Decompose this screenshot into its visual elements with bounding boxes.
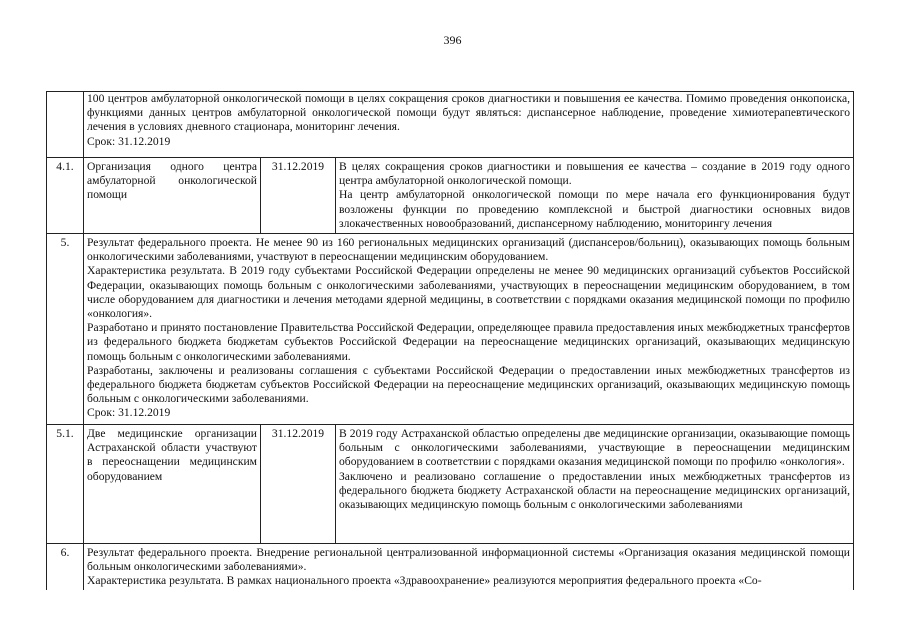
table-row [46, 234, 854, 425]
table-row [46, 425, 854, 544]
paragraph: На центр амбулаторной онкологической помощи по мере начала его функционирования будут возложены функции по проведению комплексной и быстрой диагностики основных видов злокачественных новообразований, диспансерному наблюдению, мониторингу лечения [339, 188, 850, 230]
paragraph: В 2019 году Астраханской областью определены две медицинские организации, оказывающие помощь больным с онкологическими заболеваниями, участвующие в переоснащении медицинским оборудованием в соответствии с порядками оказания медицинской помощи по профилю «онкология». [339, 427, 850, 469]
table-row [46, 92, 854, 158]
row-number [47, 92, 84, 157]
task-deadline: 31.12.2019 [261, 425, 336, 543]
task-deadline: 31.12.2019 [261, 158, 336, 233]
task-name: Организация одного центра амбулаторной онкологической помощи [84, 158, 261, 233]
page-number: 396 [443, 33, 462, 47]
task-name: Две медицинские организации Астраханской области участвуют в переоснащении медицинским оборудованием [84, 425, 261, 543]
paragraph: Результат федерального проекта. Не менее 90 из 160 региональных медицинских организаций (диспансеров/больниц), оказывающих помощь больным онкологическими заболеваниями, участвуют в переоснащении медицинским оборудованием. [87, 236, 850, 264]
paragraph: Срок: 31.12.2019 [87, 134, 171, 148]
paragraph: Разработаны, заключены и реализованы соглашения с субъектами Российской Федерации о предоставлении иных межбюджетных трансфертов из федерального бюджета бюджетам субъектов Российской Федерации на переоснащение медицинских организаций, оказывающих медицинскую помощь больным с онкологическими заболеваниями. [87, 363, 850, 406]
row-number: 5. [47, 234, 84, 424]
paragraph: 100 центров амбулаторной онкологической помощи в целях сокращения сроков диагностики и повышения ее качества. Помимо проведения онкопоиска, функциями данных центров амбулаторной онкологической помощи будут являться: диспансерное наблюдение, проведение химиотерапевтического лечения в условиях дневного стационара, мониторинг лечения. [87, 92, 850, 134]
row-text [84, 92, 853, 157]
table-row [46, 158, 854, 234]
row-number: 5.1. [47, 425, 84, 543]
task-description [336, 425, 853, 543]
paragraph: Результат федерального проекта. Внедрение региональной централизованной информационной системы «Организация оказания медицинской помощи больным онкологическими заболеваниями». [87, 546, 850, 574]
row-number: 6. [47, 544, 84, 590]
paragraph: В целях сокращения сроков диагностики и повышения ее качества – создание в 2019 году одного центра амбулаторной онкологической помощи. [339, 160, 850, 188]
row-number: 4.1. [47, 158, 84, 233]
paragraph: Срок: 31.12.2019 [87, 406, 171, 420]
row-text [84, 544, 853, 590]
paragraph: Характеристика результата. В рамках национального проекта «Здравоохранение» реализуются мероприятия федерального проекта «Со- [87, 574, 762, 588]
paragraph: Разработано и принято постановление Правительства Российской Федерации, определяющее правила предоставления иных межбюджетных трансфертов из федерального бюджета бюджетам субъектов Российской Федерации на переоснащение медицинских организаций, оказывающих медицинскую помощь больным с онкологическими заболеваниями. [87, 321, 850, 363]
task-description [336, 158, 853, 233]
table-row [46, 544, 854, 590]
plan-table [46, 91, 854, 590]
paragraph: Заключено и реализовано соглашение о предоставлении иных межбюджетных трансфертов из федерального бюджета бюджету Астраханской области на переоснащение медицинских организаций, оказывающих медицинскую помощь больным с онкологическими заболеваниями [339, 469, 850, 512]
row-text [84, 234, 853, 424]
paragraph: Характеристика результата. В 2019 году субъектами Российской Федерации определены не менее 90 медицинских организаций субъектов Российской Федерации, оказывающих помощь больным с онкологическими заболеваниями, участвующих в переоснащении медицинским оборудованием, в том числе оборудованием для диагностики и лечения методами ядерной медицины, в соответствии с порядками оказания медицинской помощи по профилю «онкология». [87, 264, 850, 321]
